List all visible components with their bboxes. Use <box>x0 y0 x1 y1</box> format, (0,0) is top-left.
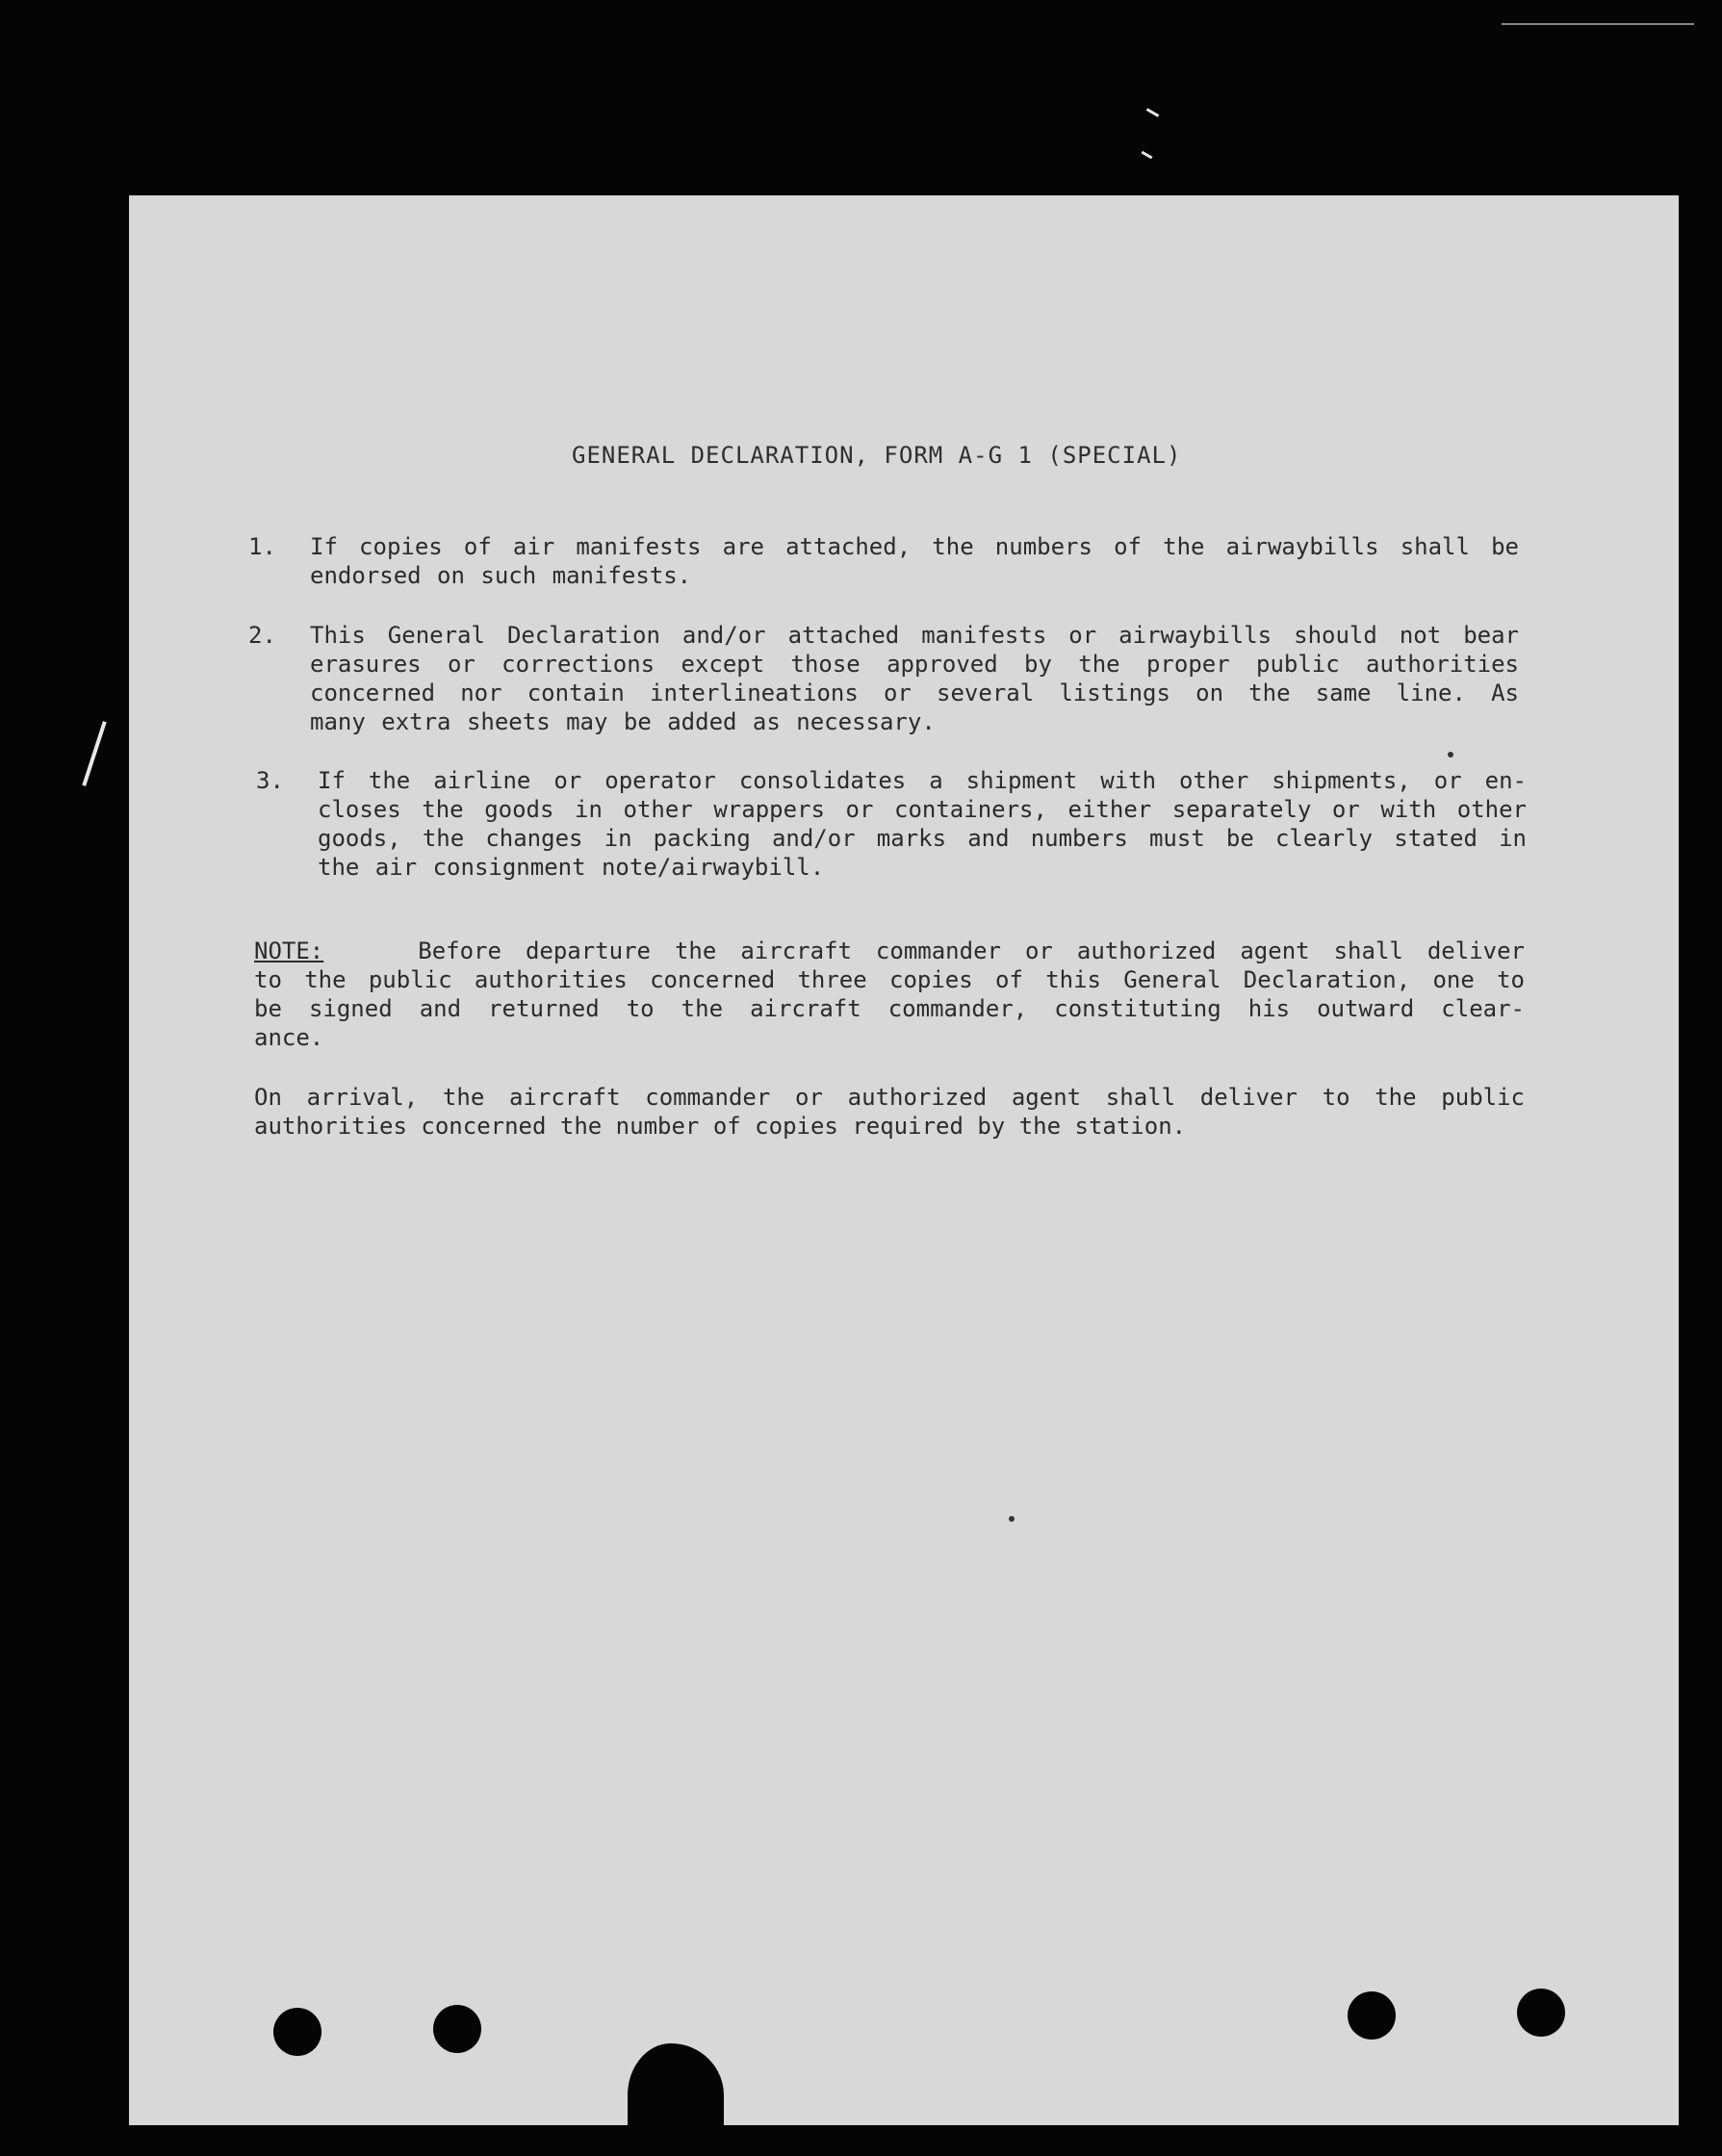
text-line: many extra sheets may be added as necessary. <box>310 708 936 735</box>
note-paragraph <box>254 937 1525 1052</box>
torn-edge <box>628 2043 724 2130</box>
punch-hole <box>1517 1989 1565 2037</box>
punch-hole <box>1348 1991 1396 2040</box>
scan-artifact <box>1146 108 1160 117</box>
item-number: 2. <box>248 622 276 649</box>
list-item-1 <box>248 532 1654 590</box>
text-line: If copies of air manifests are attached, the numbers of the airwaybills shall be <box>310 533 1519 560</box>
text-line: be signed and returned to the aircraft commander, constituting his outward clear- <box>254 995 1525 1022</box>
text-line: Before departure the aircraft commander or authorized agent shall deliver <box>418 937 1525 964</box>
text-line: the air consignment note/airwaybill. <box>318 854 825 881</box>
note-first-line <box>254 937 1525 965</box>
note-label: NOTE: <box>254 937 324 964</box>
scan-artifact <box>82 721 106 786</box>
item-text <box>310 532 1519 590</box>
text-line: If the airline or operator consolidates a shipment with other shipments, or en- <box>318 767 1527 794</box>
list-item-2 <box>248 621 1654 736</box>
list-item-3 <box>248 766 1654 882</box>
text-line: to the public authorities concerned three copies of this General Declaration, one to <box>254 966 1525 993</box>
text-line: ance. <box>254 1024 324 1051</box>
document-page <box>129 195 1679 2125</box>
text-line: closes the goods in other wrappers or containers, either separately or with other <box>318 796 1527 823</box>
item-text <box>310 621 1519 736</box>
document-title: GENERAL DECLARATION, FORM A-G 1 (SPECIAL) <box>572 442 1182 469</box>
scan-speck <box>1009 1516 1015 1522</box>
item-number: 1. <box>248 533 276 560</box>
text-line: goods, the changes in packing and/or marks and numbers must be clearly stated in <box>318 825 1527 852</box>
text-line: On arrival, the aircraft commander or authorized agent shall deliver to the public <box>254 1084 1525 1111</box>
item-number: 3. <box>256 767 284 794</box>
item-text <box>318 766 1527 882</box>
punch-hole <box>273 2008 321 2056</box>
text-line: erasures or corrections except those approved by the proper public authorities <box>310 651 1519 678</box>
text-line: concerned nor contain interlineations or several listings on the same line. As <box>310 680 1519 706</box>
scan-artifact <box>1142 151 1153 160</box>
text-line: This General Declaration and/or attached manifests or airwaybills should not bear <box>310 622 1519 649</box>
scan-edge-line <box>1502 23 1694 25</box>
scan-speck <box>1448 752 1453 757</box>
punch-hole <box>433 2005 481 2053</box>
text-line: endorsed on such manifests. <box>310 562 692 589</box>
arrival-paragraph <box>254 1083 1525 1141</box>
text-line: authorities concerned the number of copies required by the station. <box>254 1113 1187 1140</box>
